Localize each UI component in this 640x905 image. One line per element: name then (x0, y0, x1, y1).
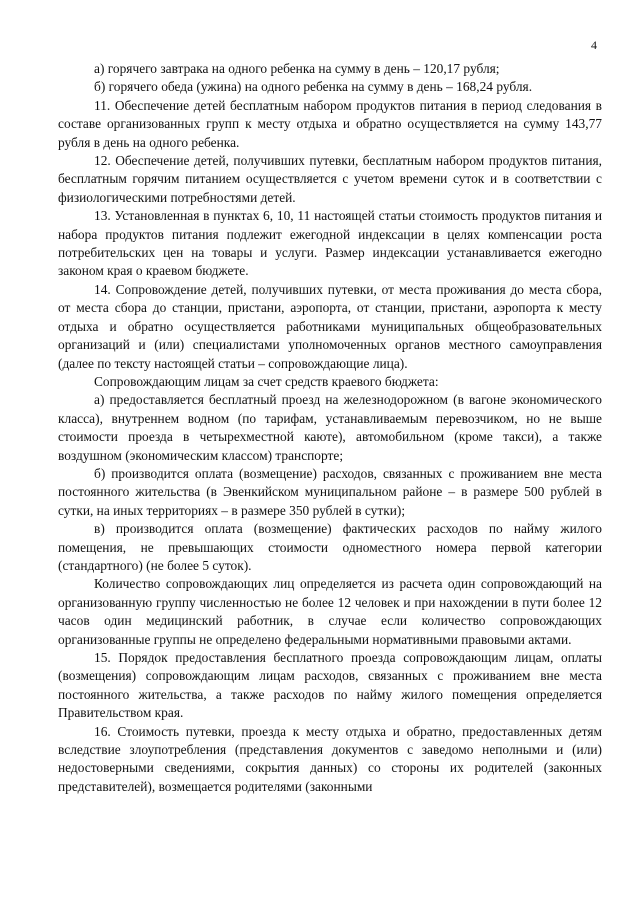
paragraph-escort-intro: Сопровождающим лицам за счет средств краевого бюджета: (94, 373, 439, 389)
paragraph-14: 14. Сопровождение детей, получивших путевки, от места проживания до места сбора, от места сбора до станции, пристани, аэропорта, от станции, пристани, аэропорта к месту отдыха и обратно осуществляется работниками муниципальных общеобразовательных организаций и (или) специалистами уполномоченных органов местного самоуправления (далее по тексту настоящей статьи – сопровождающие лица). (58, 281, 602, 371)
paragraph-escort-a: а) предоставляется бесплатный проезд на железнодорожном (в вагоне экономического класса), внутреннем водном (по тарифам, устанавливаемым перевозчиком, но не выше стоимости проезда в четырехместной каюте), автомобильном (кроме такси), а также воздушном (экономическим классом) транспорте; (58, 392, 602, 463)
paragraph-escort-c: в) производится оплата (возмещение) фактических расходов по найму жилого помещения, не превышающих стоимости одноместного номера первой категории (стандартного) (не более 5 суток). (58, 521, 602, 573)
paragraph-a-breakfast: а) горячего завтрака на одного ребенка на сумму в день – 120,17 рубля; (94, 61, 500, 76)
paragraph-16: 16. Стоимость путевки, проезда к месту отдыха и обратно, предоставленных детям вследствие злоупотребления (представления документов с заведомо неполными и (или) недостоверными сведениями, сокрытия данных) со стороны их родителей (законных представителей), возмещается родителями (законными (58, 723, 602, 794)
paragraph-15: 15. Порядок предоставления бесплатного проезда сопровождающим лицам, оплаты (возмещения) сопровождающим лицам расходов, связанных с проживанием вне места постоянного жительства, а также расходов по найму жилого помещения определяется Правительством края. (58, 650, 602, 721)
paragraph-11: 11. Обеспечение детей бесплатным набором продуктов питания в период следования в составе организованных групп к месту отдыха и обратно осуществляется на сумму 143,77 рубля в день на одного ребенка. (58, 97, 602, 150)
page-number: 4 (591, 38, 597, 52)
paragraph-13: 13. Установленная в пунктах 6, 10, 11 настоящей статьи стоимость продуктов питания и набора продуктов питания подлежит ежегодной индексации в целях компенсации роста потребительских цен на товары и услуги. Размер индексации устанавливается ежегодно законом края о краевом бюджете. (58, 208, 602, 279)
paragraph-escort-b: б) производится оплата (возмещение) расходов, связанных с проживанием вне места постоянного жительства (в Эвенкийском муниципальном районе – в размере 500 рублей в сутки, на иных территориях – в размере 350 рублей в сутки); (58, 465, 602, 518)
paragraph-b-lunch: б) горячего обеда (ужина) на одного ребенка на сумму в день – 168,24 рубля. (94, 79, 533, 95)
body-text (58, 60, 602, 796)
paragraph-12: 12. Обеспечение детей, получивших путевки, бесплатным набором продуктов питания, бесплатным горячим питанием осуществляется с учетом времени суток и в соответствии с физиологическими потребностями детей. (58, 153, 602, 205)
paragraph-escort-count: Количество сопровождающих лиц определяется из расчета один сопровождающий на организованную группу численностью не более 12 человек и при нахождении в пути более 12 часов один медицинский работник, в случае если количество сопровождающих организованные группы не определено федеральными нормативными правовыми актами. (58, 576, 602, 647)
